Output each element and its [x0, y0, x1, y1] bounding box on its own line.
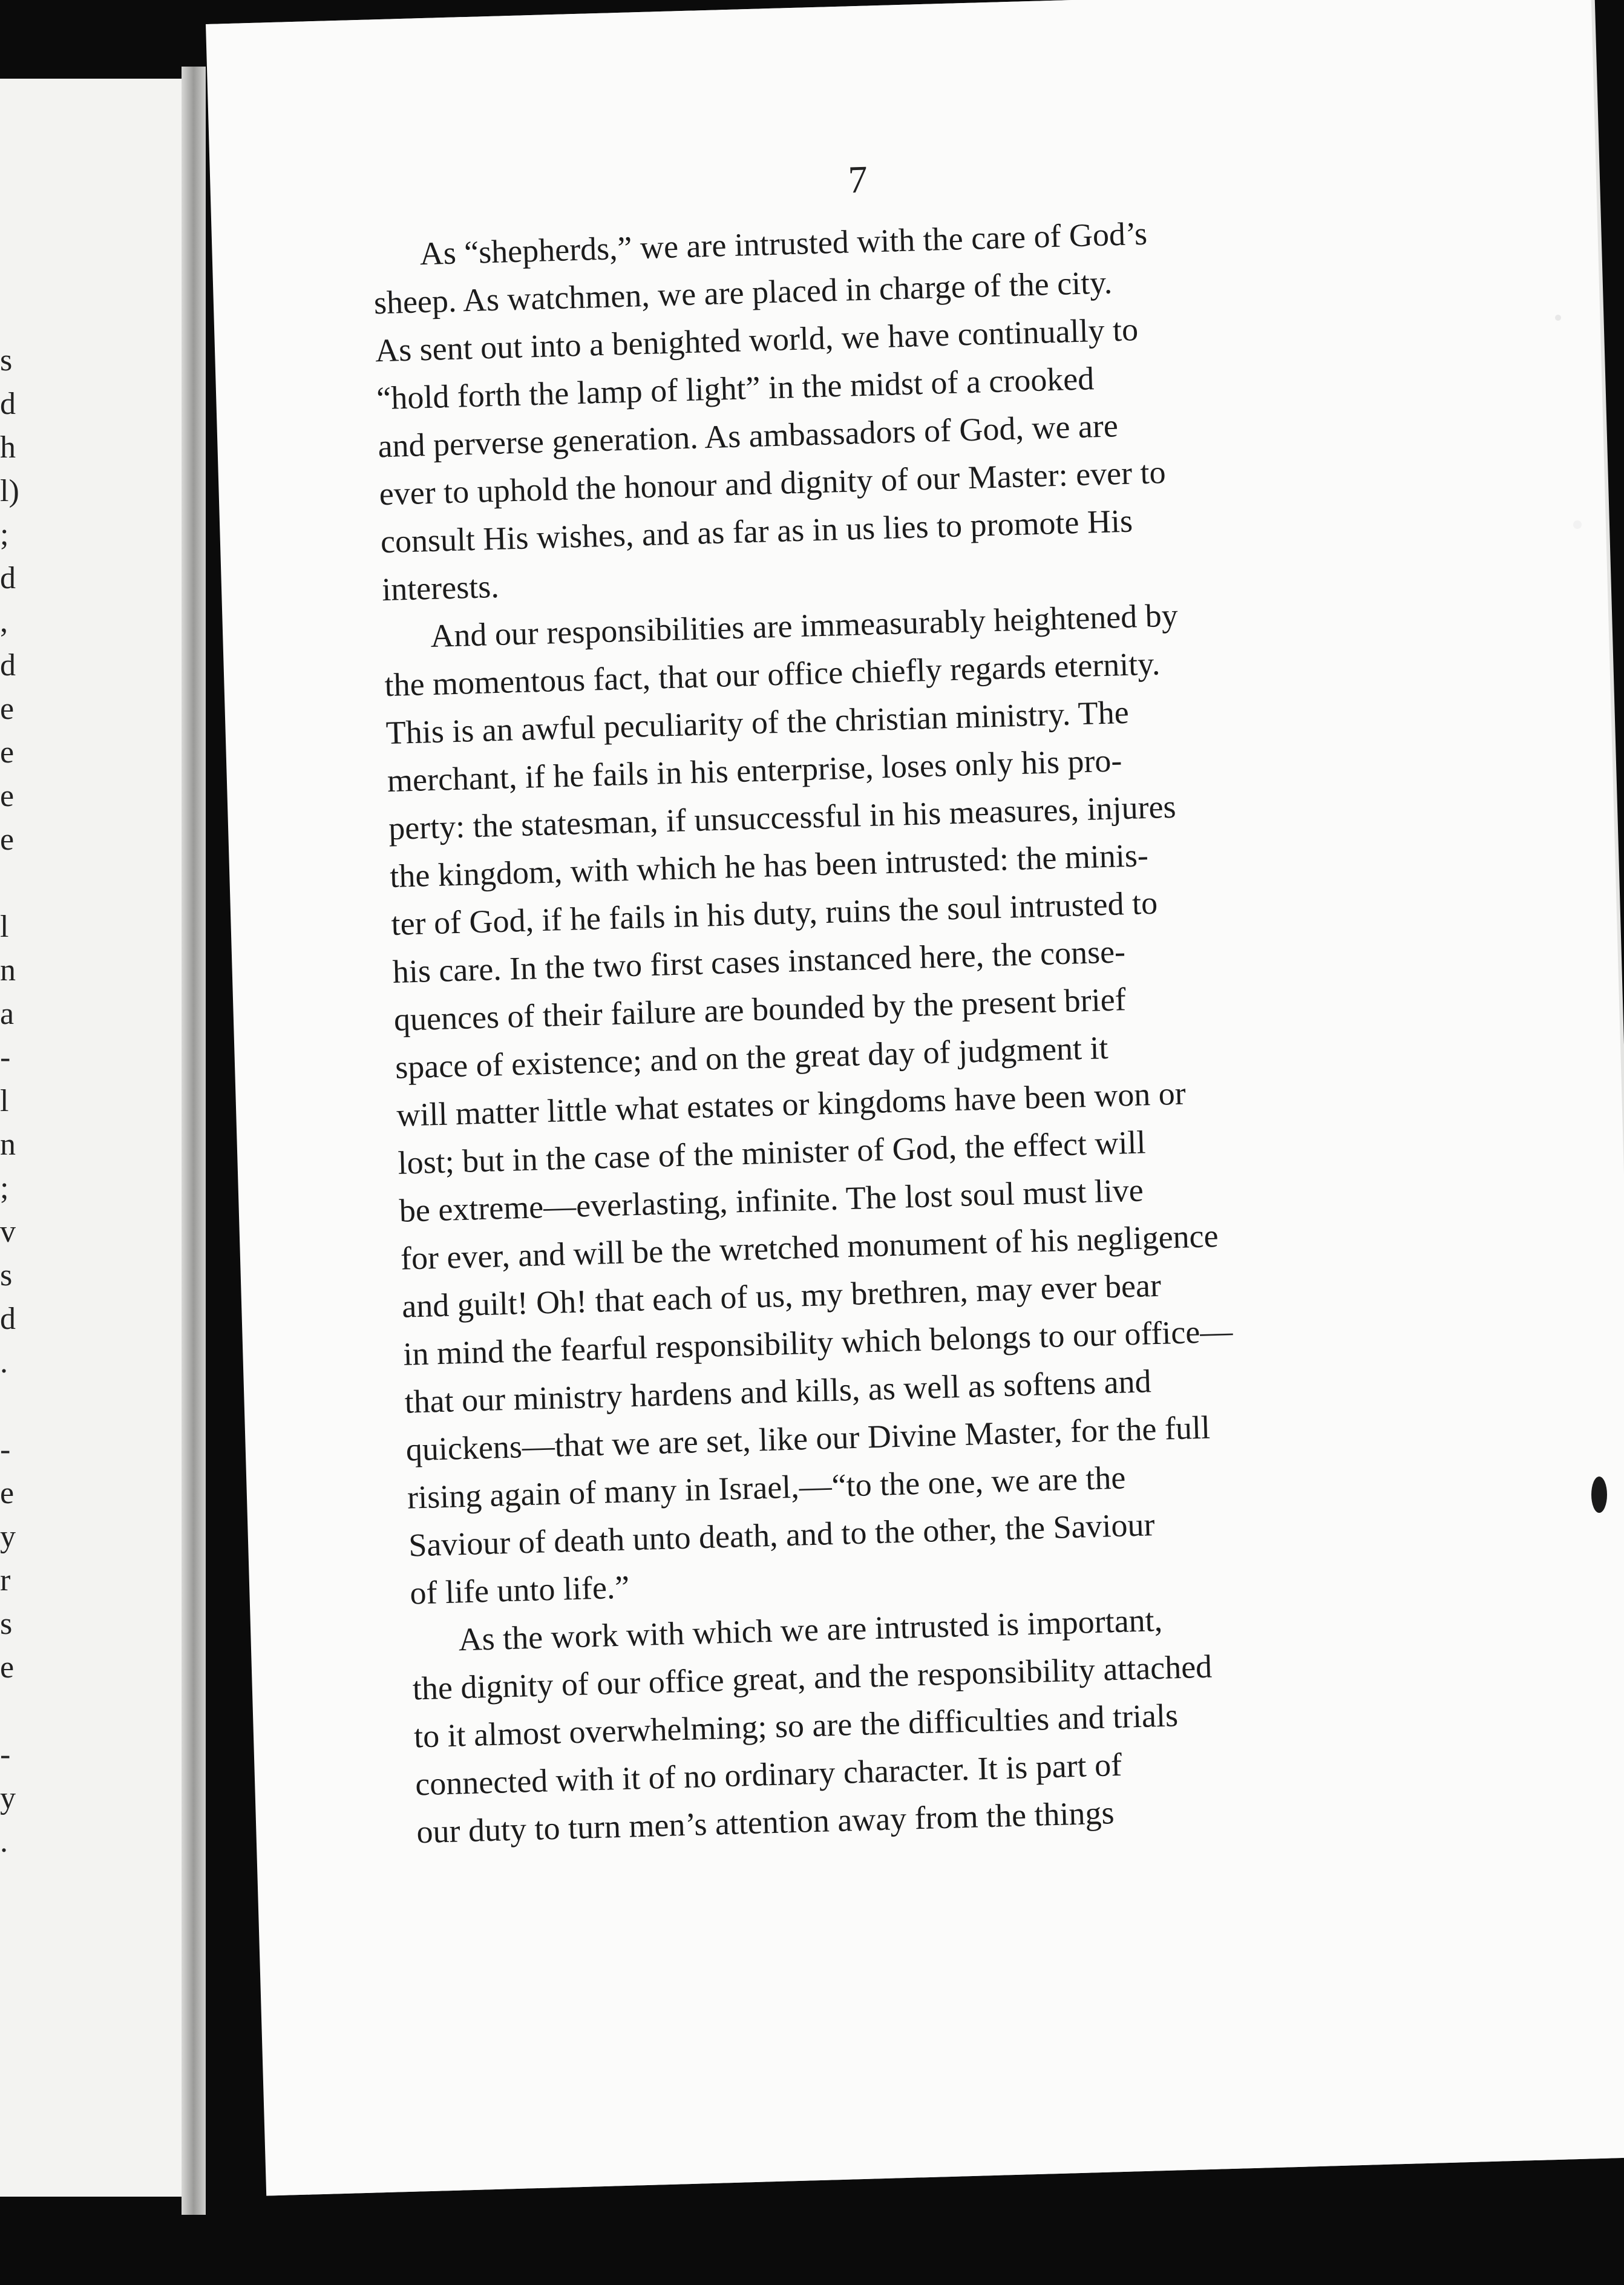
previous-page-fragment: e [0, 1650, 15, 1685]
text-line: Saviour of death unto death, and to the other, the Saviour [408, 1506, 1156, 1564]
scan-speck [1591, 1477, 1607, 1513]
previous-page-fragment: . [0, 1824, 8, 1859]
paragraph [372, 205, 1326, 614]
text-line: perty: the statesman, if unsuccessful in his measures, injures [388, 788, 1177, 847]
previous-page-fragment: e [0, 779, 15, 813]
previous-page-fragment [0, 1690, 48, 1733]
previous-page-line-endings [0, 339, 48, 1864]
text-line: As sent out into a benighted world, we have continually to [375, 311, 1139, 369]
previous-page-fragment [0, 1385, 48, 1428]
text-line: that our ministry hardens and kills, as well as softens and [404, 1363, 1152, 1420]
previous-page-fragment: - [0, 1040, 11, 1075]
text-line: space of existence; and on the great day of judgment it [395, 1029, 1109, 1086]
text-line: and perverse generation. As ambassadors of God, we are [377, 407, 1119, 465]
text-line: in mind the fearful responsibility which belongs to our office— [402, 1313, 1234, 1372]
text-line: “hold forth the lamp of light” in the midst of a crooked [376, 360, 1095, 417]
text-line: our duty to turn men’s attention away from the things [416, 1794, 1115, 1851]
text-line: connected with it of no ordinary character. It is part of [414, 1746, 1122, 1803]
text-line: and guilt! Oh! that each of us, my brethren, may ever bear [401, 1267, 1162, 1325]
paragraph [411, 1591, 1361, 1856]
text-line: quences of their failure are bounded by the present brief [393, 981, 1127, 1038]
scan-speck [1573, 520, 1582, 529]
previous-page-fragment: d [0, 561, 16, 595]
previous-page-fragment: - [0, 1432, 11, 1467]
text-line: the kingdom, with which he has been intrusted: the minis- [389, 837, 1149, 895]
previous-page-fragment: s [0, 1607, 13, 1641]
previous-page-fragment: h [0, 430, 16, 465]
text-line: interests. [381, 568, 500, 608]
page-number: 7 [847, 157, 868, 202]
scan-speck [1555, 315, 1561, 321]
previous-page-fragment: a [0, 997, 15, 1031]
previous-page-fragment: l [0, 1084, 9, 1118]
previous-page-edge [0, 79, 194, 2197]
paragraph [382, 588, 1354, 1618]
previous-page-fragment: d [0, 1302, 16, 1336]
text-line: consult His wishes, and as far as in us lies to promote His [380, 502, 1133, 560]
previous-page-fragment: s [0, 343, 13, 378]
previous-page-fragment: l) [0, 474, 19, 508]
page-body-text [372, 205, 1361, 1857]
previous-page-fragment: ; [0, 1171, 9, 1205]
text-line: quickens—that we are set, like our Divine Master, for the full [405, 1409, 1211, 1468]
text-line: sheep. As watchmen, we are placed in charge of the city. [373, 264, 1113, 321]
text-line: ever to uphold the honour and dignity of our Master: ever to [378, 454, 1167, 513]
previous-page-fragment: d [0, 648, 16, 683]
text-line: As the work with which we are intrusted is important, [457, 1601, 1163, 1658]
previous-page-fragment: e [0, 822, 15, 857]
previous-page-fragment: - [0, 1737, 11, 1772]
text-line: to it almost overwhelming; so are the difficulties and trials [413, 1697, 1179, 1755]
text-line: of life unto life.” [409, 1569, 630, 1611]
text-line: the momentous fact, that our office chiefly regards eternity. [384, 645, 1161, 704]
text-line: his care. In the two first cases instanced here, the conse- [392, 933, 1126, 990]
text-line: rising again of many in Israel,—“to the one, we are the [407, 1459, 1127, 1516]
previous-page-fragment: , [0, 605, 8, 639]
previous-page-fragment: y [0, 1520, 16, 1554]
previous-page-fragment: s [0, 1258, 13, 1293]
previous-page-fragment [0, 862, 48, 905]
previous-page-fragment: l [0, 910, 9, 944]
previous-page-fragment: n [0, 1127, 16, 1162]
book-page [206, 0, 1624, 2196]
text-line: This is an awful peculiarity of the christian ministry. The [385, 693, 1130, 752]
previous-page-fragment: n [0, 953, 16, 988]
previous-page-fragment: ; [0, 517, 9, 552]
previous-page-fragment: e [0, 692, 15, 726]
previous-page-fragment: e [0, 1476, 15, 1510]
text-line: for ever, and will be the wretched monument of his negligence [400, 1218, 1219, 1277]
previous-page-fragment: y [0, 1781, 16, 1815]
book-gutter [182, 67, 206, 2215]
text-line: be extreme—everlasting, infinite. The lost soul must live [399, 1172, 1144, 1229]
previous-page-fragment: e [0, 735, 15, 770]
text-line: merchant, if he fails in his enterprise, loses only his pro- [387, 742, 1123, 799]
text-line: ter of God, if he fails in his duty, ruins the soul intrusted to [390, 884, 1158, 943]
text-line: will matter little what estates or kingdoms have been won or [396, 1075, 1187, 1133]
previous-page-fragment: d [0, 387, 16, 421]
text-line: lost; but in the case of the minister of God, the effect will [397, 1124, 1147, 1181]
text-line: And our responsibilities are immeasurably heightened by [430, 597, 1179, 655]
text-line: the dignity of our office great, and the responsibility attached [412, 1648, 1213, 1707]
previous-page-fragment: r [0, 1563, 11, 1598]
previous-page-fragment: v [0, 1215, 16, 1249]
previous-page-fragment: . [0, 1345, 8, 1380]
text-line: As “shepherds,” we are intrusted with the care of God’s [419, 215, 1148, 272]
